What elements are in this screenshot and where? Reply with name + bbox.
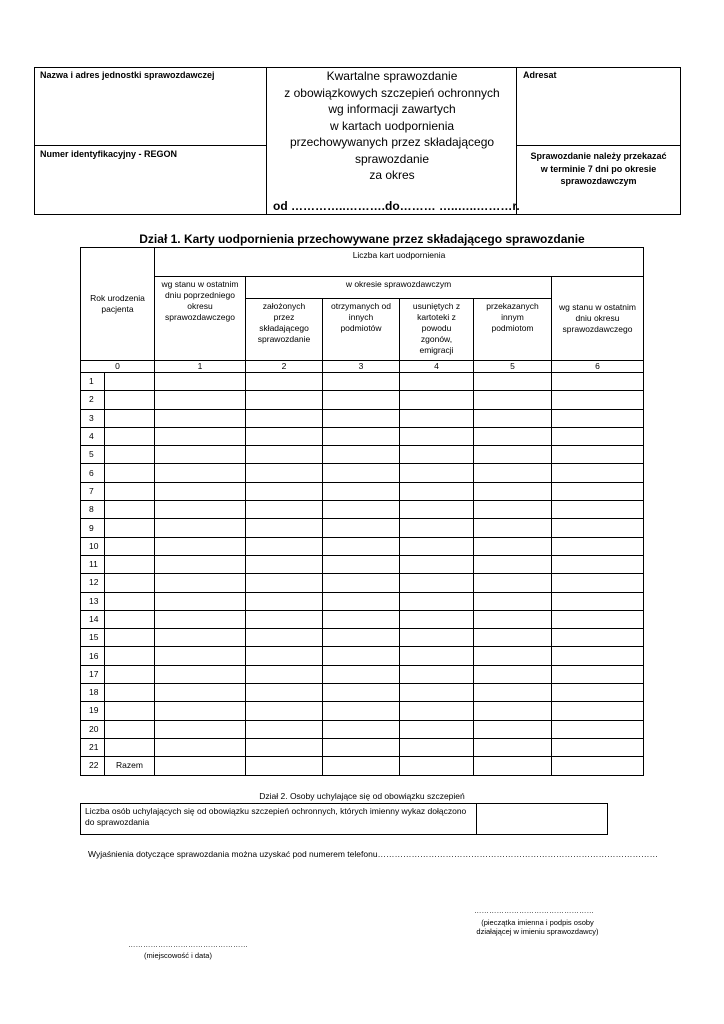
count-cell-col-2[interactable] — [246, 610, 323, 628]
count-cell-col-4[interactable] — [400, 464, 474, 482]
birth-year-cell[interactable] — [105, 537, 155, 555]
row-number: 5 — [81, 446, 105, 464]
count-cell-col-3[interactable] — [323, 592, 400, 610]
count-cell-col-6[interactable] — [552, 373, 644, 391]
report-title-line: przechowywanych przez składającego — [289, 135, 495, 149]
table-body — [81, 373, 644, 776]
count-cell-col-2[interactable] — [246, 373, 323, 391]
place-date-dots: ………………………………………… — [128, 940, 248, 949]
count-cell-col-5[interactable] — [474, 373, 552, 391]
count-cell-col-1[interactable] — [155, 665, 246, 683]
count-cell-col-4[interactable] — [400, 574, 474, 592]
count-cell-col-2[interactable] — [246, 391, 323, 409]
col-header-start-state: wg stanu w ostatnim dniu poprzedniego okresu sprawozdawczego — [155, 277, 246, 361]
count-cell-col-3[interactable] — [323, 757, 400, 775]
col-header-year: Rok urodzenia pacjenta — [81, 248, 155, 361]
count-cell-col-1[interactable] — [155, 574, 246, 592]
count-cell-col-4[interactable] — [400, 592, 474, 610]
count-cell-col-3[interactable] — [323, 574, 400, 592]
count-cell-col-4[interactable] — [400, 391, 474, 409]
row-number: 2 — [81, 391, 105, 409]
row-number: 16 — [81, 647, 105, 665]
table-row — [81, 464, 644, 482]
count-cell-col-4[interactable] — [400, 501, 474, 519]
count-cell-col-5[interactable] — [474, 409, 552, 427]
row-number: 14 — [81, 610, 105, 628]
row-number: 10 — [81, 537, 105, 555]
birth-year-cell[interactable] — [105, 409, 155, 427]
count-cell-col-2[interactable] — [246, 446, 323, 464]
row-number: 12 — [81, 574, 105, 592]
count-cell-col-6[interactable] — [552, 409, 644, 427]
count-cell-col-1[interactable] — [155, 482, 246, 500]
birth-year-cell[interactable] — [105, 427, 155, 445]
row-number: 22 — [81, 757, 105, 775]
count-cell-col-2[interactable] — [246, 647, 323, 665]
row-number: 17 — [81, 665, 105, 683]
birth-year-cell[interactable] — [105, 446, 155, 464]
col-header-received: otrzymanych od innych podmiotów — [323, 299, 400, 361]
count-cell-col-5[interactable] — [474, 464, 552, 482]
count-cell-col-6[interactable] — [552, 501, 644, 519]
count-cell-col-6[interactable] — [552, 427, 644, 445]
report-title — [268, 68, 516, 184]
count-cell-col-4[interactable] — [400, 702, 474, 720]
count-cell-col-1[interactable] — [155, 464, 246, 482]
birth-year-cell[interactable] — [105, 373, 155, 391]
row-number: 3 — [81, 409, 105, 427]
count-cell-col-1[interactable] — [155, 647, 246, 665]
birth-year-cell[interactable] — [105, 574, 155, 592]
count-cell-col-1[interactable] — [155, 501, 246, 519]
row-number: 8 — [81, 501, 105, 519]
count-cell-col-1[interactable] — [155, 684, 246, 702]
count-cell-col-5[interactable] — [474, 501, 552, 519]
count-cell-col-1[interactable] — [155, 592, 246, 610]
row-number: 15 — [81, 629, 105, 647]
count-cell-col-1[interactable] — [155, 409, 246, 427]
col-number: 4 — [400, 361, 474, 373]
table-row — [81, 720, 644, 738]
regon-label: Numer identyfikacyjny - REGON — [40, 149, 178, 159]
col-number: 0 — [81, 361, 155, 373]
count-cell-col-3[interactable] — [323, 537, 400, 555]
count-cell-col-3[interactable] — [323, 391, 400, 409]
count-cell-col-6[interactable] — [552, 391, 644, 409]
col-number: 1 — [155, 361, 246, 373]
table-row — [81, 592, 644, 610]
birth-year-cell[interactable] — [105, 738, 155, 756]
count-cell-col-5[interactable] — [474, 537, 552, 555]
row-number: 7 — [81, 482, 105, 500]
birth-year-cell[interactable] — [105, 647, 155, 665]
count-cell-col-3[interactable] — [323, 720, 400, 738]
count-cell-col-3[interactable] — [323, 555, 400, 573]
count-cell-col-2[interactable] — [246, 501, 323, 519]
count-cell-col-6[interactable] — [552, 574, 644, 592]
vaccination-cards-table — [80, 247, 644, 776]
count-cell-col-5[interactable] — [474, 610, 552, 628]
count-cell-col-5[interactable] — [474, 592, 552, 610]
count-cell-col-6[interactable] — [552, 720, 644, 738]
count-cell-col-1[interactable] — [155, 373, 246, 391]
count-cell-col-1[interactable] — [155, 446, 246, 464]
birth-year-cell[interactable] — [105, 684, 155, 702]
birth-year-cell[interactable] — [105, 665, 155, 683]
count-cell-col-1[interactable] — [155, 555, 246, 573]
count-cell-col-1[interactable] — [155, 629, 246, 647]
report-title-line: z obowiązkowych szczepień ochronnych — [284, 85, 500, 100]
count-cell-col-3[interactable] — [323, 702, 400, 720]
count-cell-col-1[interactable] — [155, 702, 246, 720]
count-cell-col-6[interactable] — [552, 647, 644, 665]
birth-year-cell[interactable] — [105, 610, 155, 628]
deadline-line: Sprawozdanie należy przekazać — [530, 151, 667, 161]
count-cell-col-6[interactable] — [552, 610, 644, 628]
table-row — [81, 427, 644, 445]
signature-caption — [440, 918, 635, 936]
count-cell-col-4[interactable] — [400, 647, 474, 665]
count-cell-col-1[interactable] — [155, 537, 246, 555]
count-cell-col-6[interactable] — [552, 665, 644, 683]
count-cell-col-5[interactable] — [474, 629, 552, 647]
table-row — [81, 537, 644, 555]
table-row — [81, 409, 644, 427]
count-cell-col-5[interactable] — [474, 702, 552, 720]
count-cell-col-5[interactable] — [474, 647, 552, 665]
section1-title: Dział 1. Karty uodpornienia przechowywane przez składającego sprawozdanie — [139, 232, 585, 246]
count-cell-col-3[interactable] — [323, 446, 400, 464]
count-cell-col-1[interactable] — [155, 757, 246, 775]
count-cell-col-6[interactable] — [552, 464, 644, 482]
count-cell-col-2[interactable] — [246, 720, 323, 738]
birth-year-cell[interactable] — [105, 519, 155, 537]
table-row — [81, 446, 644, 464]
count-cell-col-5[interactable] — [474, 757, 552, 775]
table-row — [81, 702, 644, 720]
col-header-transferred: przekazanych innym podmiotom — [474, 299, 552, 361]
refusals-table — [80, 803, 608, 835]
count-cell-col-4[interactable] — [400, 684, 474, 702]
group-header-cards: Liczba kart uodpornienia — [155, 248, 644, 277]
count-cell-col-3[interactable] — [323, 409, 400, 427]
count-cell-col-2[interactable] — [246, 574, 323, 592]
count-cell-col-2[interactable] — [246, 409, 323, 427]
col-header-removed: usuniętych z kartoteki z powodu zgonów, emigracji — [400, 299, 474, 361]
count-cell-col-2[interactable] — [246, 738, 323, 756]
count-cell-col-3[interactable] — [323, 647, 400, 665]
count-cell-col-4[interactable] — [400, 446, 474, 464]
col-number: 2 — [246, 361, 323, 373]
count-cell-col-3[interactable] — [323, 501, 400, 519]
count-cell-col-4[interactable] — [400, 409, 474, 427]
birth-year-cell[interactable] — [105, 501, 155, 519]
count-cell-col-6[interactable] — [552, 684, 644, 702]
count-cell-col-2[interactable] — [246, 684, 323, 702]
table-row — [81, 482, 644, 500]
table-row — [81, 391, 644, 409]
col-header-created: założonych przez składającego sprawozdanie — [246, 299, 323, 361]
count-cell-col-4[interactable] — [400, 629, 474, 647]
deadline-line: sprawozdawczym — [560, 176, 637, 186]
refusals-label: Liczba osób uchylających się od obowiązku szczepień ochronnych, których imienny wykaz dołączono do sprawozdania — [81, 804, 477, 835]
header-divider-left-h — [34, 145, 266, 146]
count-cell-col-5[interactable] — [474, 574, 552, 592]
count-cell-col-4[interactable] — [400, 537, 474, 555]
count-cell-col-2[interactable] — [246, 464, 323, 482]
unit-name-label: Nazwa i adres jednostki sprawozdawczej — [40, 70, 215, 80]
reporting-period-line: od …………..……….do……… …..…..………r. — [273, 199, 520, 213]
count-cell-col-4[interactable] — [400, 757, 474, 775]
count-cell-col-2[interactable] — [246, 555, 323, 573]
row-number: 20 — [81, 720, 105, 738]
section2-title: Dział 2. Osoby uchylające się od obowiązku szczepień — [259, 791, 465, 801]
count-cell-col-5[interactable] — [474, 738, 552, 756]
count-cell-col-3[interactable] — [323, 665, 400, 683]
count-cell-col-5[interactable] — [474, 446, 552, 464]
birth-year-cell[interactable] — [105, 720, 155, 738]
table-row — [81, 519, 644, 537]
count-cell-col-4[interactable] — [400, 610, 474, 628]
col-number: 6 — [552, 361, 644, 373]
birth-year-cell[interactable] — [105, 555, 155, 573]
count-cell-col-2[interactable] — [246, 427, 323, 445]
count-cell-col-3[interactable] — [323, 482, 400, 500]
count-cell-col-2[interactable] — [246, 629, 323, 647]
table-row — [81, 647, 644, 665]
count-cell-col-3[interactable] — [323, 684, 400, 702]
signature-dots: ………………………………………… — [474, 906, 594, 915]
count-cell-col-5[interactable] — [474, 684, 552, 702]
table-row — [81, 501, 644, 519]
count-cell-col-3[interactable] — [323, 519, 400, 537]
count-cell-col-5[interactable] — [474, 482, 552, 500]
count-cell-col-1[interactable] — [155, 519, 246, 537]
count-cell-col-4[interactable] — [400, 373, 474, 391]
count-cell-col-5[interactable] — [474, 427, 552, 445]
count-cell-col-4[interactable] — [400, 720, 474, 738]
birth-year-cell[interactable] — [105, 592, 155, 610]
count-cell-col-5[interactable] — [474, 519, 552, 537]
count-cell-col-3[interactable] — [323, 427, 400, 445]
count-cell-col-6[interactable] — [552, 738, 644, 756]
report-title-line: za okres — [369, 168, 415, 182]
count-cell-col-5[interactable] — [474, 555, 552, 573]
row-number: 13 — [81, 592, 105, 610]
count-cell-col-6[interactable] — [552, 702, 644, 720]
count-cell-col-2[interactable] — [246, 757, 323, 775]
report-title-line: sprawozdanie — [354, 151, 430, 166]
count-cell-col-2[interactable] — [246, 519, 323, 537]
deadline-note — [516, 150, 681, 188]
report-title-line: Kwartalne sprawozdanie — [326, 69, 458, 83]
count-cell-col-4[interactable] — [400, 665, 474, 683]
count-cell-col-6[interactable] — [552, 482, 644, 500]
count-cell-col-6[interactable] — [552, 629, 644, 647]
table-row — [81, 629, 644, 647]
count-cell-col-1[interactable] — [155, 738, 246, 756]
birth-year-cell[interactable] — [105, 391, 155, 409]
header-divider-left — [266, 67, 267, 215]
header-divider-right-h — [516, 145, 681, 146]
deadline-line: w terminie 7 dni po okresie — [540, 163, 657, 174]
col-number: 5 — [474, 361, 552, 373]
count-cell-col-6[interactable] — [552, 446, 644, 464]
count-cell-col-5[interactable] — [474, 391, 552, 409]
count-cell-col-3[interactable] — [323, 610, 400, 628]
count-cell-col-4[interactable] — [400, 555, 474, 573]
count-cell-col-2[interactable] — [246, 665, 323, 683]
table-row — [81, 757, 644, 775]
count-cell-col-3[interactable] — [323, 373, 400, 391]
row-number: 18 — [81, 684, 105, 702]
table-row — [81, 555, 644, 573]
row-number: 9 — [81, 519, 105, 537]
count-cell-col-4[interactable] — [400, 519, 474, 537]
row-number: 4 — [81, 427, 105, 445]
count-cell-col-1[interactable] — [155, 720, 246, 738]
count-cell-col-3[interactable] — [323, 629, 400, 647]
count-cell-col-4[interactable] — [400, 738, 474, 756]
signature-caption-line: (pieczątka imienna i podpis osoby — [481, 918, 594, 927]
refusals-value-cell[interactable] — [477, 804, 608, 835]
report-title-line: w kartach uodpornienia — [329, 118, 455, 133]
row-number: 6 — [81, 464, 105, 482]
count-cell-col-6[interactable] — [552, 537, 644, 555]
count-cell-col-2[interactable] — [246, 482, 323, 500]
count-cell-col-3[interactable] — [323, 464, 400, 482]
group-header-period: w okresie sprawozdawczym — [246, 277, 552, 299]
report-title-line: wg informacji zawartych — [328, 102, 456, 116]
birth-year-cell[interactable] — [105, 629, 155, 647]
birth-year-cell[interactable] — [105, 482, 155, 500]
addressee-label: Adresat — [523, 70, 557, 80]
count-cell-col-1[interactable] — [155, 610, 246, 628]
header-divider-right — [516, 67, 517, 215]
birth-year-cell[interactable] — [105, 702, 155, 720]
count-cell-col-5[interactable] — [474, 720, 552, 738]
count-cell-col-5[interactable] — [474, 665, 552, 683]
explanation-phone-line: Wyjaśnienia dotyczące sprawozdania można uzyskać pod numerem telefonu……………………………………………………………………………………… — [88, 849, 659, 859]
total-label: Razem — [105, 757, 155, 775]
count-cell-col-1[interactable] — [155, 427, 246, 445]
count-cell-col-2[interactable] — [246, 592, 323, 610]
row-number: 21 — [81, 738, 105, 756]
row-number: 11 — [81, 555, 105, 573]
signature-caption-line: działającej w imieniu sprawozdawcy) — [476, 927, 599, 936]
count-cell-col-4[interactable] — [400, 427, 474, 445]
count-cell-col-2[interactable] — [246, 537, 323, 555]
count-cell-col-6[interactable] — [552, 555, 644, 573]
table-row — [81, 373, 644, 391]
table-row — [81, 665, 644, 683]
count-cell-col-3[interactable] — [323, 738, 400, 756]
table-row — [81, 738, 644, 756]
count-cell-col-6[interactable] — [552, 757, 644, 775]
count-cell-col-2[interactable] — [246, 702, 323, 720]
birth-year-cell[interactable] — [105, 464, 155, 482]
table-row — [81, 684, 644, 702]
count-cell-col-6[interactable] — [552, 519, 644, 537]
col-header-end-state: wg stanu w ostatnim dniu okresu sprawozdawczego — [552, 277, 644, 361]
table-row — [81, 574, 644, 592]
col-number: 3 — [323, 361, 400, 373]
count-cell-col-6[interactable] — [552, 592, 644, 610]
table-row — [81, 610, 644, 628]
count-cell-col-4[interactable] — [400, 482, 474, 500]
place-date-caption: (miejscowość i data) — [144, 951, 212, 960]
row-number: 19 — [81, 702, 105, 720]
count-cell-col-1[interactable] — [155, 391, 246, 409]
row-number: 1 — [81, 373, 105, 391]
